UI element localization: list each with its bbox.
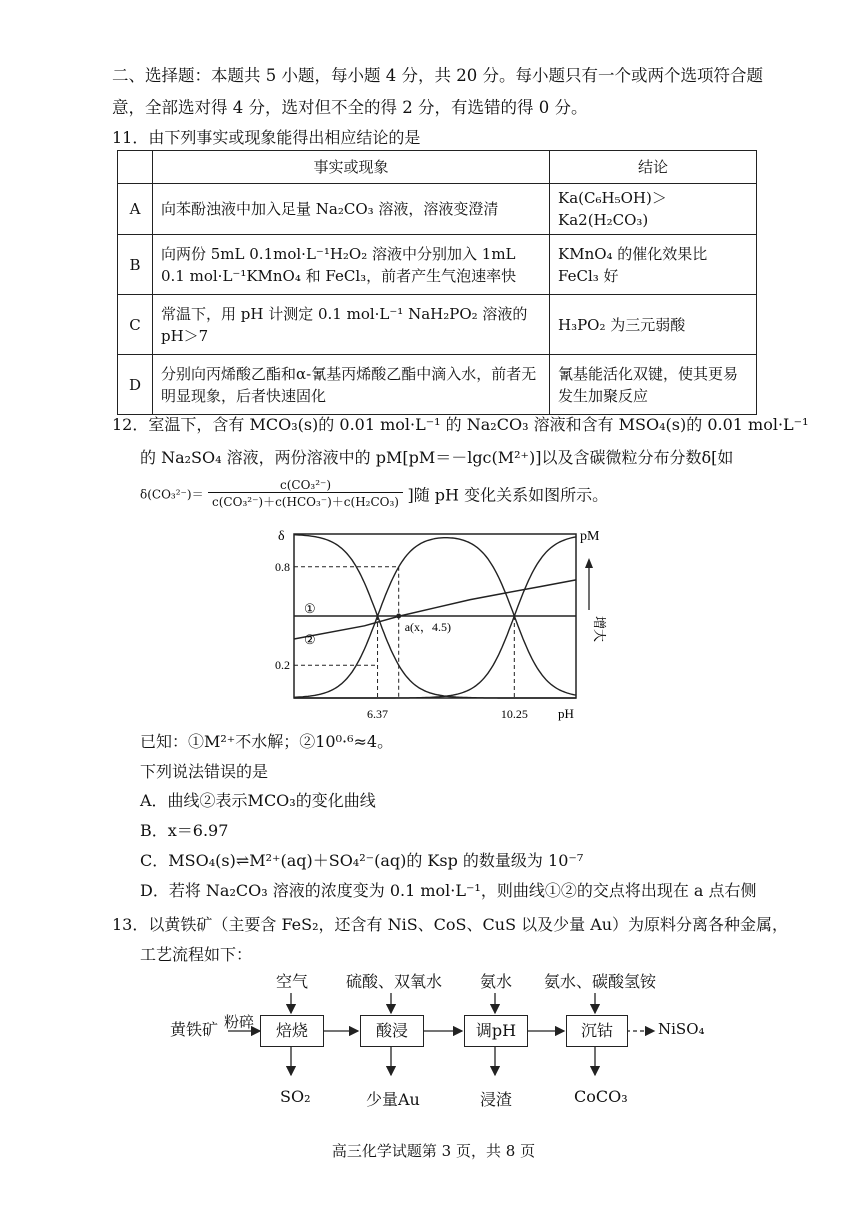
q11-table	[117, 150, 757, 415]
q12-formula-lhs: δ(CO₃²⁻)＝	[140, 487, 204, 502]
chart-x-label: pH	[558, 706, 574, 721]
q11-row-conclusion: H₃PO₂ 为三元弱酸	[550, 295, 757, 355]
flow-step0: 粉碎	[224, 1013, 255, 1031]
flow-box-acid-leach: 酸浸	[360, 1015, 424, 1047]
q12-stem-line1: 12．室温下，含有 MCO₃(s)的 0.01 mol·L⁻¹ 的 Na₂CO₃ 溶液和含有 MSO₄(s)的 0.01 mol·L⁻¹	[112, 415, 809, 434]
flow-output-2: 少量Au	[366, 1090, 420, 1109]
chart-curve-label-1: ①	[304, 601, 316, 616]
q13-flow-diagram	[160, 965, 720, 1115]
q12-stem-line2: 的 Na₂SO₄ 溶液，两份溶液中的 pM[pM＝－lgc(M²⁺)]以及含碳微粒分布分数δ[如	[140, 448, 734, 467]
chart-y2-arrow-text: 增大	[592, 616, 607, 643]
q12-ask: 下列说法错误的是	[140, 762, 269, 781]
q11-row-b	[118, 235, 757, 295]
q12-formula-fraction	[208, 478, 403, 510]
q12-option-d: D．若将 Na₂CO₃ 溶液的浓度变为 0.1 mol·L⁻¹，则曲线①②的交点将出现在 a 点右侧	[140, 881, 757, 900]
q11-row-fact: 向苯酚浊液中加入足量 Na₂CO₃ 溶液，溶液变澄清	[153, 184, 550, 235]
q12-option-b: B．x＝6.97	[140, 821, 229, 840]
chart-y-tick-label-1: 0.8	[275, 559, 290, 574]
q13-stem-line1: 13．以黄铁矿（主要含 FeS₂，还含有 NiS、CoS、CuS 以及少量 Au）为原料分离各种金属，	[112, 915, 789, 934]
q12-chart	[260, 518, 620, 728]
flow-output-3: 浸渣	[480, 1090, 513, 1109]
chart-x-tick-label-1: 10.25	[500, 707, 528, 721]
chart-series-delta-2	[294, 537, 576, 698]
chart-curve-label-2: ②	[304, 632, 316, 647]
page-footer: 高三化学试题第 3 页，共 8 页	[331, 1142, 536, 1160]
q11-row-letter: D	[118, 355, 153, 415]
q12-formula-numerator: c(CO₃²⁻)	[208, 478, 403, 493]
flow-input-2: 硫酸、双氧水	[346, 972, 443, 991]
q12-known: 已知：①M²⁺不水解；②10⁰·⁶≈4。	[140, 732, 394, 751]
q11-row-letter: C	[118, 295, 153, 355]
section-header-line2: 意，全部选对得 4 分，选对但不全的得 2 分，有选错的得 0 分。	[112, 98, 588, 117]
q12-formula-tail: ]随 pH 变化关系如图所示。	[407, 485, 609, 505]
q12-option-a: A．曲线②表示MCO₃的变化曲线	[140, 791, 376, 810]
flow-input-3: 氨水	[480, 972, 513, 991]
q11-table-header	[118, 151, 757, 184]
flow-output-1: SO₂	[280, 1087, 311, 1106]
q11-row-conclusion: 氰基能活化双键，使其更易发生加聚反应	[550, 355, 757, 415]
q11-row-fact: 向两份 5mL 0.1mol·L⁻¹H₂O₂ 溶液中分别加入 1mL 0.1 mol·L⁻¹KMnO₄ 和 FeCl₃，前者产生气泡速率快	[153, 235, 550, 295]
q11-row-c	[118, 295, 757, 355]
chart-y2-label: pM	[580, 529, 600, 544]
q13-stem-line2: 工艺流程如下：	[140, 945, 253, 964]
chart-series-delta-1	[294, 538, 576, 698]
flow-input-4: 氨水、碳酸氢铵	[544, 972, 657, 991]
q11-header-conclusion: 结论	[550, 151, 757, 184]
section-header-line1: 二、选择题：本题共 5 小题，每小题 4 分，共 20 分。每小题只有一个或两个选项符合题	[112, 66, 763, 85]
q11-row-d	[118, 355, 757, 415]
q11-row-conclusion: KMnO₄ 的催化效果比 FeCl₃ 好	[550, 235, 757, 295]
q11-stem: 11．由下列事实或现象能得出相应结论的是	[112, 128, 421, 147]
q11-row-a	[118, 184, 757, 235]
flow-end: NiSO₄	[658, 1020, 705, 1038]
chart-y-label: δ	[278, 529, 285, 544]
flow-output-4: CoCO₃	[574, 1087, 628, 1106]
chart-point-a	[396, 614, 401, 619]
flow-input-1: 空气	[276, 972, 309, 991]
flow-start: 黄铁矿	[170, 1020, 219, 1039]
flow-box-roast: 焙烧	[260, 1015, 324, 1047]
q11-row-letter: A	[118, 184, 153, 235]
q12-formula-denominator: c(CO₃²⁻)＋c(HCO₃⁻)＋c(H₂CO₃)	[212, 495, 399, 509]
q11-header-fact: 事实或现象	[153, 151, 550, 184]
chart-y2-arrow-head	[585, 558, 593, 568]
q11-row-conclusion: Ka(C₆H₅OH)＞Ka2(H₂CO₃)	[550, 184, 757, 235]
chart-y-tick-label-0: 0.2	[275, 658, 290, 673]
q11-row-letter: B	[118, 235, 153, 295]
q11-row-fact: 常温下，用 pH 计测定 0.1 mol·L⁻¹ NaH₂PO₂ 溶液的 pH＞7	[153, 295, 550, 355]
flow-box-adjust-ph: 调pH	[464, 1015, 528, 1047]
q12-option-c: C．MSO₄(s)⇌M²⁺(aq)＋SO₄²⁻(aq)的 Ksp 的数量级为 10⁻⁷	[140, 851, 584, 870]
chart-x-tick-label-0: 6.37	[367, 707, 389, 721]
flow-box-precipitate-cobalt: 沉钴	[566, 1015, 628, 1047]
chart-point-label: a(x，4.5)	[404, 620, 452, 634]
q11-row-fact: 分别向丙烯酸乙酯和α-氰基丙烯酸乙酯中滴入水，前者无明显现象，后者快速固化	[153, 355, 550, 415]
q12-formula	[140, 478, 608, 510]
